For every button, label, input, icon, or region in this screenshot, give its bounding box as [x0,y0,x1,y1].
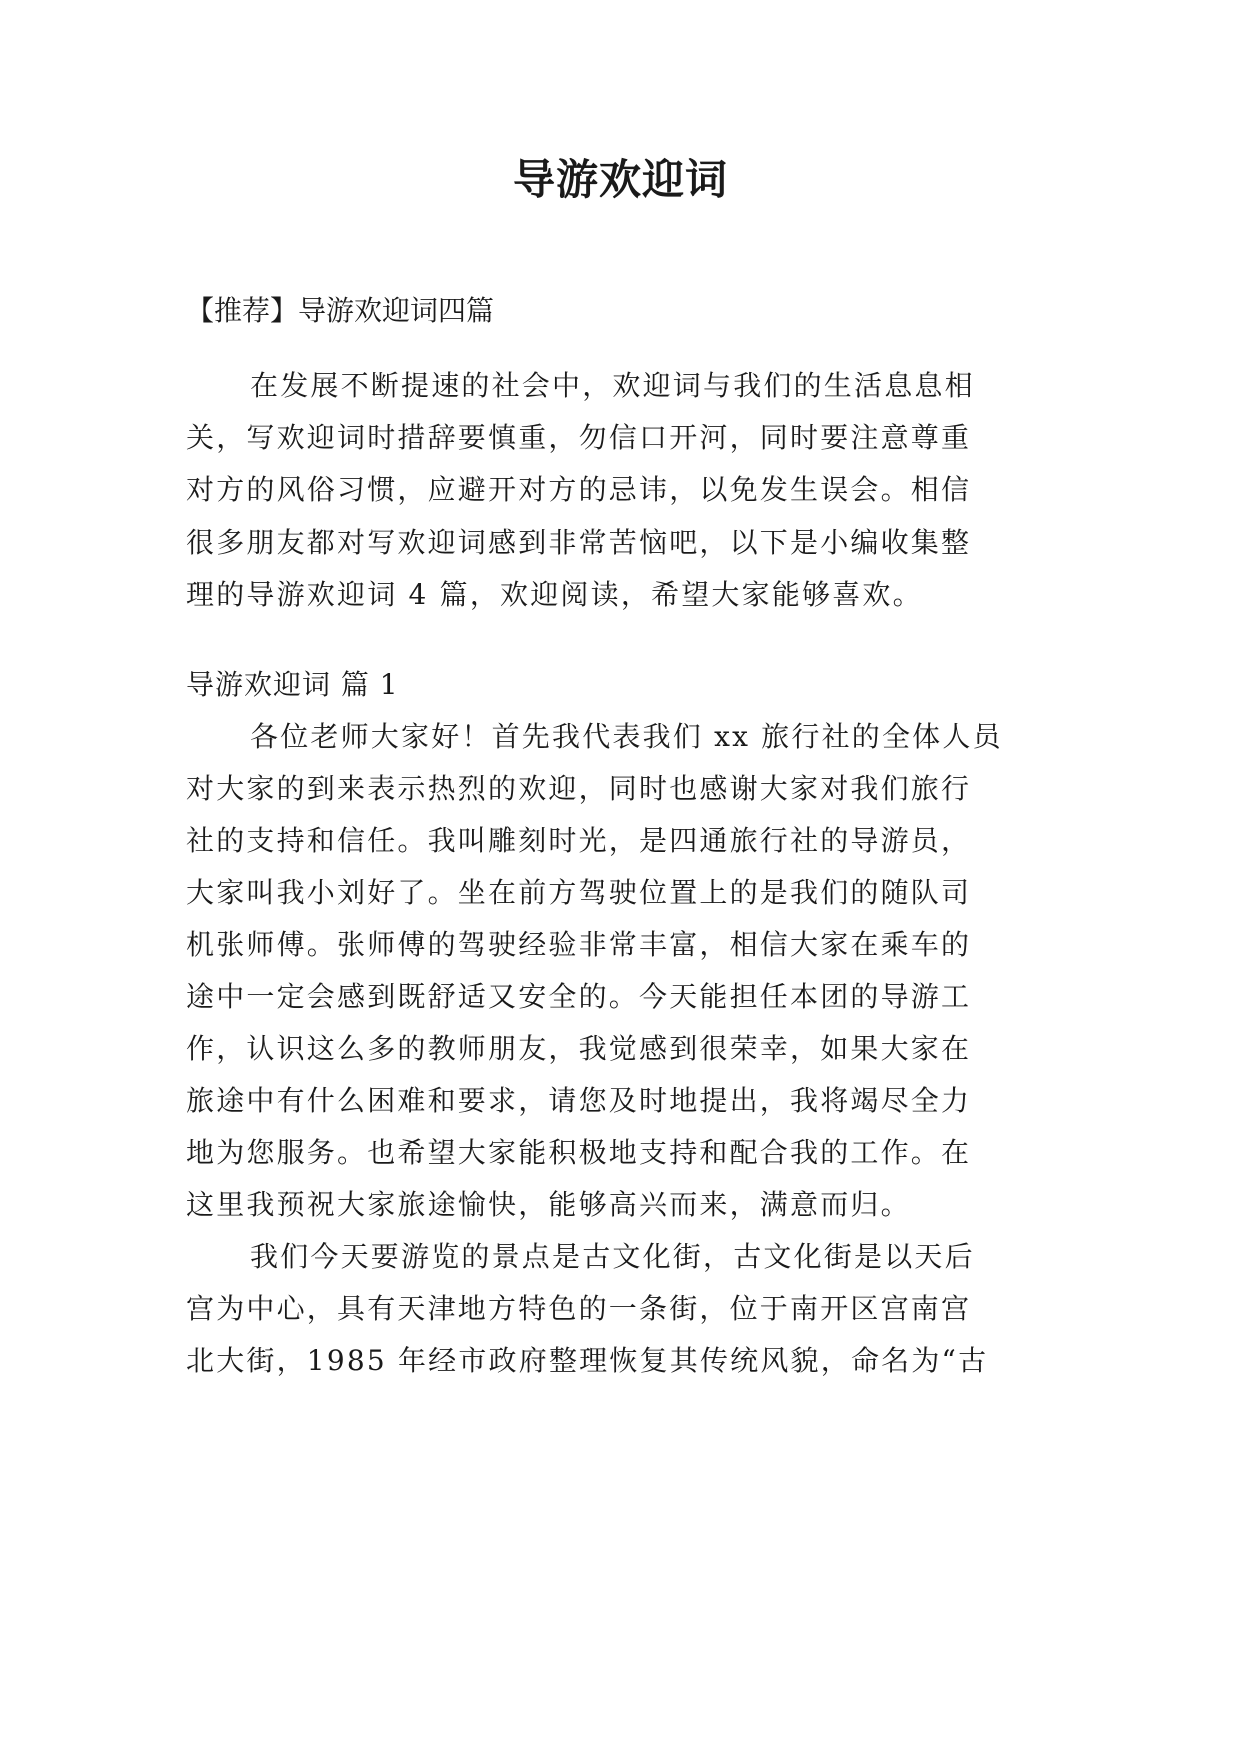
text-line: 理的导游欢迎词 4 篇，欢迎阅读，希望大家能够喜欢。 [186,578,923,611]
text-line: 宫为中心，具有天津地方特色的一条街，位于南开区宫南宫 [186,1292,972,1325]
text-line: 机张师傅。张师傅的驾驶经验非常丰富，相信大家在乘车的 [186,928,972,961]
text-line: 途中一定会感到既舒适又安全的。今天能担任本团的导游工 [186,980,972,1013]
text-line: 旅途中有什么困难和要求，请您及时地提出，我将竭尽全力 [186,1084,972,1117]
text-line: 社的支持和信任。我叫雕刻时光，是四通旅行社的导游员， [186,824,972,857]
document-title: 导游欢迎词 [512,155,728,204]
text-line: 地为您服务。也希望大家能积极地支持和配合我的工作。在 [186,1136,972,1169]
text-line: 对大家的到来表示热烈的欢迎，同时也感谢大家对我们旅行 [186,772,972,805]
text-line: 这里我预祝大家旅途愉快，能够高兴而来，满意而归。 [186,1188,911,1221]
text-line: 在发展不断提速的社会中，欢迎词与我们的生活息息相 [250,369,975,402]
text-line: 关，写欢迎词时措辞要慎重，勿信口开河，同时要注意尊重 [186,421,972,454]
text-line: 大家叫我小刘好了。坐在前方驾驶位置上的是我们的随队司 [186,876,972,909]
text-line: 各位老师大家好！首先我代表我们 xx 旅行社的全体人员 [250,720,1003,753]
text-line: 对方的风俗习惯，应避开对方的忌讳，以免发生误会。相信 [186,473,972,506]
section-heading: 导游欢迎词 篇 1 [186,668,399,701]
text-line: 作，认识这么多的教师朋友，我觉感到很荣幸，如果大家在 [186,1032,972,1065]
text-line: 我们今天要游览的景点是古文化街，古文化街是以天后 [250,1240,975,1273]
text-line: 很多朋友都对写欢迎词感到非常苦恼吧，以下是小编收集整 [186,526,972,559]
document-subtitle: 【推荐】导游欢迎词四篇 [186,294,495,327]
text-line: 北大街，1985 年经市政府整理恢复其传统风貌，命名为“古 [186,1344,989,1377]
